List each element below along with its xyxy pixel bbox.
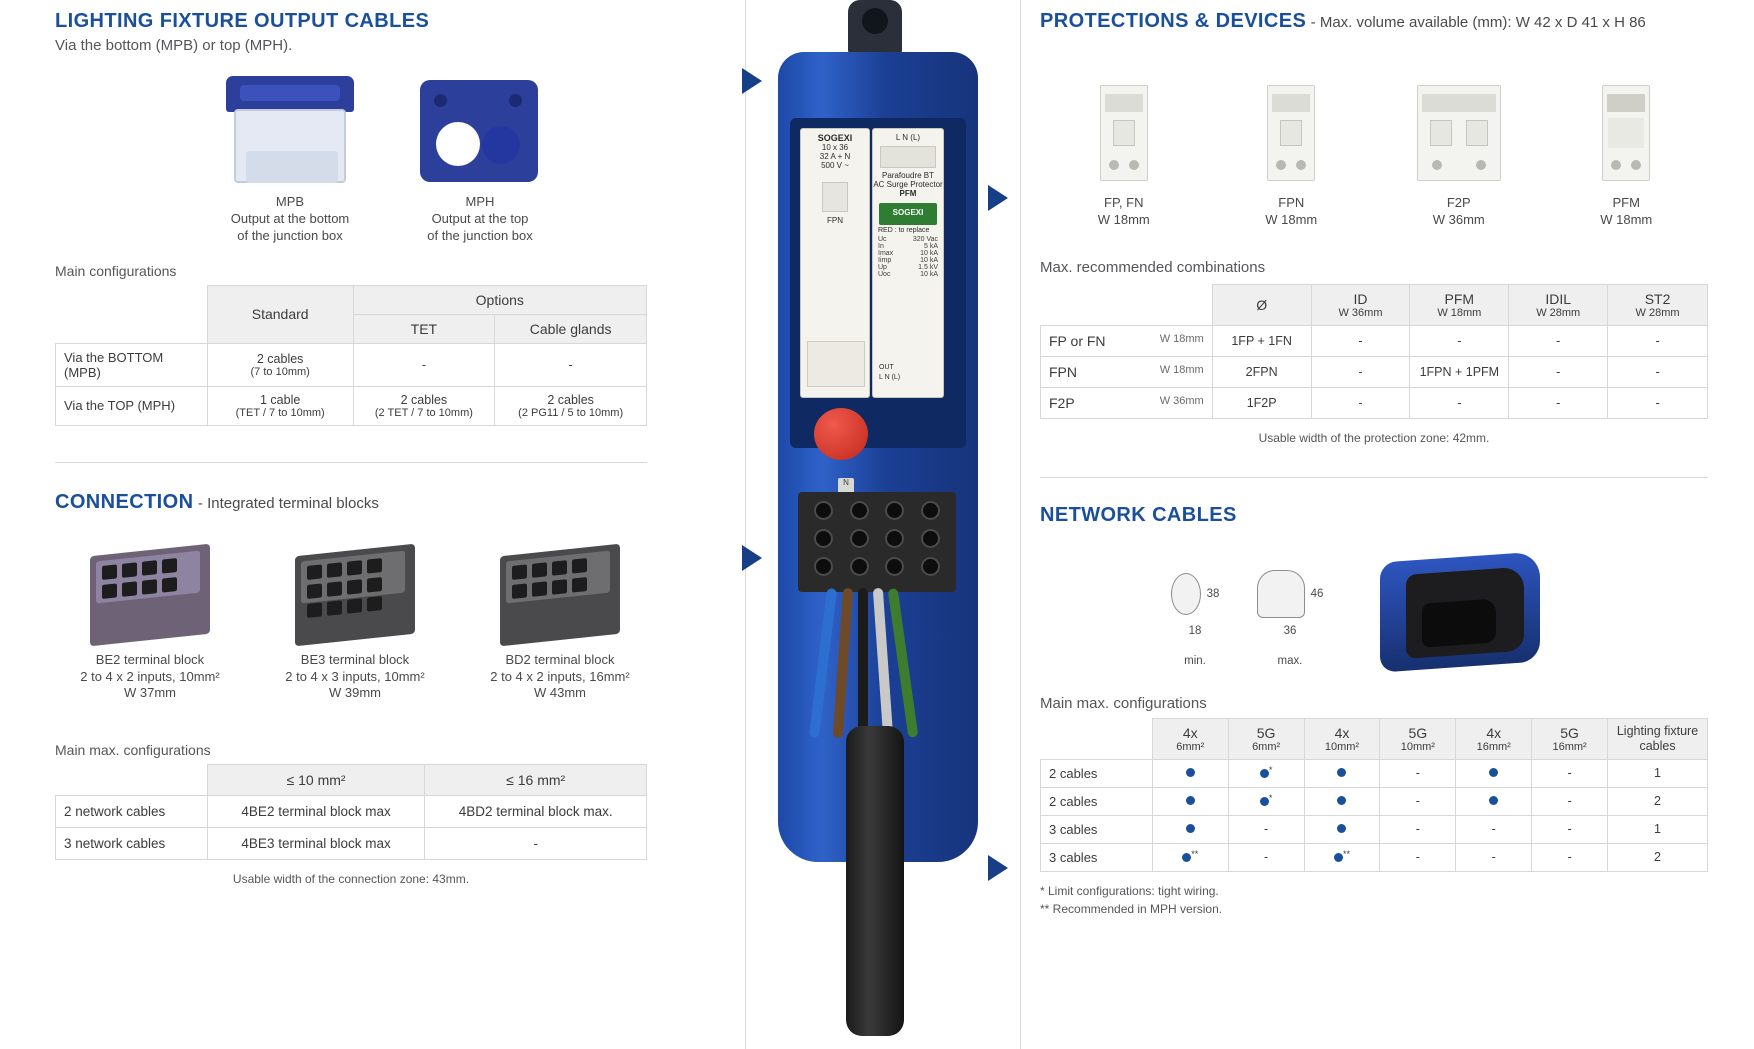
net-header-5-top: 5G: [1560, 724, 1579, 741]
net-row2-c5: -: [1532, 815, 1608, 843]
comb-row0-width: W 18mm: [1159, 332, 1204, 345]
net-row0-last: 1: [1608, 759, 1708, 787]
fpn-line3: 500 V ~: [821, 161, 849, 170]
row0-label-1: Via the BOTTOM: [64, 349, 164, 365]
product-cutaway-illustration: [760, 0, 1000, 1049]
table-row: 2 cables * - - 1: [1041, 759, 1708, 787]
comb-row1-c3: -: [1509, 356, 1608, 387]
comb-row2-c0: 1F2P: [1212, 387, 1311, 418]
f2p-illustration: [1417, 85, 1501, 181]
conn-header-10: ≤ 10 mm²: [207, 765, 425, 796]
fpn-brand: SOGEXI: [817, 133, 853, 143]
comb-row1-c4: -: [1608, 356, 1708, 387]
comb-row1-c0: 2FPN: [1212, 356, 1311, 387]
arrow-left-top: [742, 68, 762, 94]
device-item-f2p: [1384, 85, 1534, 229]
terminal-block-bd2: [465, 550, 655, 703]
net-row3-c4: -: [1456, 843, 1532, 871]
main-cable: [846, 726, 904, 1036]
row1-standard-sub: (TET / 7 to 10mm): [235, 406, 325, 419]
mph-plug: [482, 126, 520, 164]
table-row: [1041, 815, 1708, 843]
net-header-4-top: 4x: [1486, 724, 1502, 741]
dim-min-caption: min.: [1184, 654, 1206, 667]
left-divider: [55, 462, 647, 463]
arrow-left-bottom: [742, 545, 762, 571]
comb-row1-c2: 1FPN + 1PFM: [1410, 356, 1509, 387]
net-row2-c1: -: [1228, 815, 1304, 843]
comb-header-3: IDIL: [1545, 290, 1572, 307]
row0-glands: -: [495, 343, 647, 386]
pfm-out2: L N (L): [879, 374, 901, 381]
row0-standard-sub: (7 to 10mm): [250, 365, 310, 378]
conn-row1-label: 3 network cables: [56, 828, 208, 860]
net-row2-c3: -: [1380, 815, 1456, 843]
conn-row1-c1: 4BE3 terminal block max: [207, 828, 425, 860]
pfm-spec-v-1: 5 kA: [923, 243, 938, 250]
mpb-code: MPB: [275, 194, 305, 209]
net-row0-c3: -: [1380, 759, 1456, 787]
comb-row1-width: W 18mm: [1159, 363, 1204, 376]
divider-left: [745, 0, 746, 1049]
pfm-brand: SOGEXI: [892, 208, 924, 217]
section-subtitle-lighting: Via the bottom (MPB) or top (MPH).: [55, 37, 293, 54]
pfm-spec-v-3: 10 kA: [920, 257, 938, 264]
mph-screw-right: [509, 94, 522, 107]
comb-row0-c0: 1FP + 1FN: [1212, 325, 1311, 356]
comb-row1-label: FPN: [1049, 363, 1077, 380]
mpb-body: [234, 109, 346, 183]
left-column: [55, 10, 655, 886]
net-row1-c1: [1260, 797, 1269, 806]
dim-min-height: 38: [1206, 587, 1220, 600]
section-title-lighting: LIGHTING FIXTURE OUTPUT CABLES: [55, 10, 430, 32]
net-header-lighting: Lighting fixture cables: [1608, 718, 1708, 759]
section-connection: [55, 491, 655, 887]
combinations-caption: Max. recommended combinations: [1040, 258, 1266, 276]
mph-output-hole: [436, 122, 480, 166]
pfm-spec-v-5: 10 kA: [920, 271, 938, 278]
fpn-line2: 32 A + N: [819, 152, 851, 161]
connection-configurations-table: [55, 764, 647, 860]
dim-max-width: 36: [1283, 624, 1297, 637]
dev2-name: F2P: [1446, 195, 1471, 210]
table-row: [1041, 356, 1708, 387]
section-title-protections: PROTECTIONS & DEVICES: [1040, 10, 1307, 32]
conn-row0-label: 2 network cables: [56, 796, 208, 828]
pfm-top: L N (L): [895, 133, 921, 142]
net-header-3-top: 5G: [1408, 724, 1428, 741]
mpb-desc-1: Output at the bottom: [230, 210, 350, 226]
dev0-width: W 18mm: [1097, 211, 1150, 227]
conn-row0-c1: 4BE2 terminal block max: [207, 796, 425, 828]
mpb-illustration: [220, 76, 360, 186]
header-tet: TET: [353, 314, 495, 343]
net-header-3-bottom: 10mm²: [1400, 740, 1435, 753]
comb-header-1: ID: [1353, 290, 1368, 307]
comb-row2-c1: -: [1311, 387, 1410, 418]
net-row3-c1: -: [1228, 843, 1304, 871]
net-row1-c4: [1489, 796, 1498, 805]
table-row: [56, 796, 647, 828]
row1-standard: 1 cable: [260, 392, 301, 407]
pfm-spec-v-0: 320 Vac: [912, 236, 938, 243]
pfm-spec-v-2: 10 kA: [920, 250, 938, 257]
pfm-spec-k-2: Imax: [878, 250, 894, 257]
be2-illustration: [90, 550, 210, 640]
net-row1-c3: -: [1380, 787, 1456, 815]
be2-name: BE2 terminal block: [95, 651, 205, 667]
net-header-0-top: 4x: [1182, 724, 1198, 741]
fpn-tag: FPN: [827, 216, 843, 225]
mph-face: [420, 80, 538, 182]
network-footnote-1: * Limit configurations: tight wiring.: [1040, 883, 1219, 898]
be3-illustration: [295, 550, 415, 640]
comb-row2-width: W 36mm: [1159, 394, 1204, 407]
mpb-desc-2: of the junction box: [237, 227, 343, 243]
table-row: [56, 386, 647, 425]
section-title-connection: CONNECTION: [55, 490, 194, 513]
fp-fn-illustration: [1100, 85, 1148, 181]
bd2-width: W 43mm: [534, 685, 586, 701]
terminal-strip: [798, 492, 956, 592]
net-row2-last: 1: [1608, 815, 1708, 843]
dev1-name: FPN: [1278, 195, 1305, 210]
cable-dim-max: [1240, 563, 1340, 667]
section-subtitle-connection: - Integrated terminal blocks: [197, 494, 379, 512]
comb-row0-c4: -: [1608, 325, 1708, 356]
terminal-block-be2: [55, 550, 245, 703]
device-item-fpn: [1216, 85, 1366, 229]
pfm-sub1: Parafoudre BT: [881, 171, 935, 180]
conn-header-16: ≤ 16 mm²: [425, 765, 647, 796]
device-item-fp-fn: [1049, 85, 1199, 229]
product-mph: [395, 76, 565, 245]
network-table-caption: Main max. configurations: [1040, 694, 1207, 712]
net-row3-c5: -: [1532, 843, 1608, 871]
net-header-4-bottom: 16mm²: [1476, 740, 1511, 753]
comb-row0-c2: -: [1410, 325, 1509, 356]
net-row0-c4: [1489, 768, 1498, 777]
comb-row0-label: FP or FN: [1049, 332, 1106, 349]
net-row0-c0: [1186, 768, 1195, 777]
net-header-0-bottom: 6mm²: [1176, 740, 1205, 753]
comb-header-3-w: W 28mm: [1536, 306, 1581, 319]
pfm-red-label: RED : to replace: [878, 227, 930, 234]
net-row2-c2: [1337, 824, 1346, 833]
terminal-marker-label: N: [843, 478, 849, 487]
pfm-title: PFM: [899, 189, 917, 198]
net-row0-c5: -: [1532, 759, 1608, 787]
comb-row2-c2: -: [1410, 387, 1509, 418]
comb-header-4-w: W 28mm: [1635, 306, 1680, 319]
combinations-table: [1040, 284, 1708, 419]
conn-row1-c2: -: [425, 828, 647, 860]
network-footnote-2: ** Recommended in MPH version.: [1040, 901, 1223, 916]
product-mpb: [205, 76, 375, 245]
section-network-cables: [1040, 504, 1710, 916]
cable-dim-min: [1150, 563, 1240, 667]
net-row3-c3: -: [1380, 843, 1456, 871]
bd2-illustration: [500, 550, 620, 640]
table-row: 2 cables * - - 2: [1041, 787, 1708, 815]
section-title-network: NETWORK CABLES: [1040, 503, 1237, 526]
net-row3-c0: [1182, 853, 1191, 862]
header-options: Options: [353, 285, 646, 314]
row1-tet-sub: (2 TET / 7 to 10mm): [374, 406, 473, 419]
dim-max-caption: max.: [1277, 654, 1303, 667]
pfm-spec-k-3: Iimp: [878, 257, 892, 264]
comb-header-4: ST2: [1644, 290, 1671, 307]
be3-spec: 2 to 4 x 3 inputs, 10mm²: [285, 668, 425, 684]
be2-spec: 2 to 4 x 2 inputs, 10mm²: [80, 668, 220, 684]
right-column: [1040, 10, 1710, 916]
network-cable-entry-illustration: [1380, 557, 1540, 667]
table-row: 3 cables ** - ** - - - 2: [1041, 843, 1708, 871]
row0-label-2: (MPB): [64, 364, 101, 380]
red-cap: [814, 408, 868, 460]
dim-max-height: 46: [1310, 587, 1324, 600]
device-pfm: [872, 128, 944, 398]
net-row3-label: 3 cables: [1041, 843, 1153, 871]
net-row1-c0: [1186, 796, 1195, 805]
main-configurations-table: [55, 285, 647, 426]
pfm-spec-k-0: Uc: [878, 236, 887, 243]
table-row: [56, 343, 647, 386]
header-standard: Standard: [207, 285, 353, 343]
pfm-out: OUT: [879, 364, 894, 371]
row1-glands: 2 cables: [547, 392, 594, 407]
pfm-spec-k-5: Uoc: [878, 271, 891, 278]
mph-illustration: [420, 76, 540, 186]
net-row1-label: 2 cables: [1041, 787, 1153, 815]
table-row: [1041, 387, 1708, 418]
row0-tet: -: [353, 343, 495, 386]
mph-desc-1: Output at the top: [431, 210, 529, 226]
main-configurations-caption: Main configurations: [55, 262, 177, 279]
section-lighting-fixture-output-cables: [55, 10, 655, 426]
net-row2-c4: -: [1456, 815, 1532, 843]
bd2-name: BD2 terminal block: [505, 651, 615, 667]
cable-section-round: [1171, 573, 1201, 615]
comb-row0-c1: -: [1311, 325, 1410, 356]
comb-row2-label: F2P: [1049, 394, 1075, 411]
net-row0-c1: [1260, 769, 1269, 778]
comb-header-2-w: W 18mm: [1437, 306, 1482, 319]
net-header-2-top: 4x: [1334, 724, 1350, 741]
table-row: [1041, 325, 1708, 356]
connection-footnote: Usable width of the connection zone: 43mm.: [232, 872, 470, 887]
divider-right: [1020, 0, 1021, 1049]
device-fpn: [800, 128, 870, 398]
dev3-name: PFM: [1612, 195, 1640, 210]
top-clip: [848, 0, 902, 56]
net-row3-last: 2: [1608, 843, 1708, 871]
comb-row1-c1: -: [1311, 356, 1410, 387]
pfm-spec-k-1: In: [878, 243, 884, 250]
row1-glands-sub: (2 PG11 / 5 to 10mm): [518, 406, 624, 419]
dev3-width: W 18mm: [1600, 211, 1653, 227]
mpb-lid: [226, 76, 354, 112]
row0-standard: 2 cables: [256, 351, 304, 366]
net-row1-c5: -: [1532, 787, 1608, 815]
mph-desc-2: of the junction box: [427, 227, 533, 243]
mph-screw-left: [434, 94, 447, 107]
be3-width: W 39mm: [329, 685, 381, 701]
comb-row2-c4: -: [1608, 387, 1708, 418]
dev0-name: FP, FN: [1104, 195, 1144, 210]
pfm-sub2: AC Surge Protector: [873, 180, 943, 189]
comb-header-2: PFM: [1444, 290, 1475, 307]
dev1-width: W 18mm: [1265, 211, 1318, 227]
net-row0-c2: [1337, 768, 1346, 777]
cable-section-flat: [1257, 570, 1305, 618]
network-configurations-table: [1040, 718, 1708, 872]
table-row: [56, 828, 647, 860]
device-item-pfm: [1551, 85, 1701, 229]
row1-tet: 2 cables: [400, 392, 448, 407]
header-cable-glands: Cable glands: [495, 314, 647, 343]
mph-code: MPH: [465, 194, 495, 209]
net-row2-c0: [1186, 824, 1195, 833]
fpn-illustration: [1267, 85, 1315, 181]
comb-row0-c3: -: [1509, 325, 1608, 356]
fpn-line1: 10 x 36: [821, 143, 849, 152]
be2-width: W 37mm: [124, 685, 176, 701]
net-row0-label: 2 cables: [1041, 759, 1153, 787]
row1-label: Via the TOP (MPH): [56, 386, 208, 425]
protections-footnote: Usable width of the protection zone: 42mm.: [1258, 430, 1490, 445]
net-row3-c2: [1334, 853, 1343, 862]
bd2-spec: 2 to 4 x 2 inputs, 16mm²: [490, 668, 630, 684]
net-header-1-top: 5G: [1256, 724, 1276, 741]
pfm-spec-v-4: 1.5 kV: [918, 264, 938, 271]
net-header-2-bottom: 10mm²: [1324, 740, 1360, 753]
net-row1-last: 2: [1608, 787, 1708, 815]
pfm-illustration: [1602, 85, 1650, 181]
be3-name: BE3 terminal block: [300, 651, 410, 667]
wire-bundle: [808, 588, 948, 738]
comb-row2-c3: -: [1509, 387, 1608, 418]
connection-table-caption: Main max. configurations: [55, 742, 211, 759]
dim-min-width: 18: [1188, 624, 1202, 637]
net-row1-c2: [1337, 796, 1346, 805]
net-row2-label: 3 cables: [1041, 815, 1153, 843]
section-protections-devices: [1040, 10, 1710, 445]
pfm-spec-k-4: Up: [878, 264, 887, 271]
comb-header-1-w: W 36mm: [1338, 306, 1383, 319]
terminal-block-be3: [260, 550, 450, 703]
dev2-width: W 36mm: [1432, 211, 1485, 227]
section-subtitle-protections: - Max. volume available (mm): W 42 x D 41 x H 86: [1310, 14, 1646, 31]
net-header-1-bottom: 6mm²: [1252, 740, 1281, 753]
comb-header-0: Ø: [1256, 296, 1268, 313]
net-header-5-bottom: 16mm²: [1552, 740, 1587, 753]
right-divider: [1040, 477, 1708, 478]
conn-row0-c2: 4BD2 terminal block max.: [425, 796, 647, 828]
